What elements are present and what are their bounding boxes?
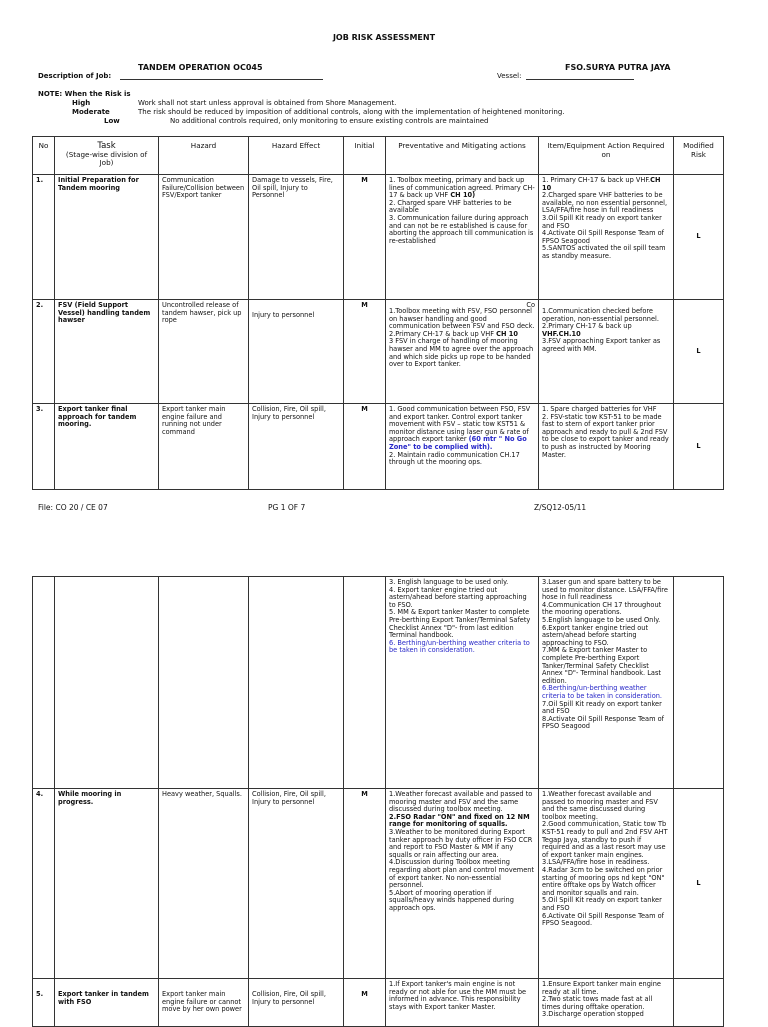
action-item: 6.Activate Oil Spill Response Team of FPSO Seagood. — [542, 911, 664, 928]
initial-risk: M — [344, 979, 386, 1027]
effect-cell: Damage to vessels, Fire, Oil spill, Injury to Personnel — [249, 175, 344, 300]
col-header-mitigation: Preventative and Mitigating actions — [386, 137, 539, 175]
risk-table-page1 — [32, 136, 724, 490]
note-heading: NOTE: When the Risk is — [38, 90, 131, 98]
action-item: 2.Good communication, Static tow Tb KST-51 ready to pull and 2nd FSV AHT Tegap Jaya, standby to push if required and as a last resort may use of export tanker main engines. — [542, 820, 668, 859]
task-cell: Export tanker final approach for tandem mooring. — [55, 404, 159, 490]
table-row — [33, 979, 724, 1027]
mitigation-item: 2.FSO Radar "ON" and fixed on 12 NM range for monitoring of squalls. — [389, 812, 530, 829]
note-level-moderate: Moderate — [72, 108, 110, 116]
action-cell — [539, 789, 674, 979]
mitigation-item: 1.Toolbox meeting with FSV, FSO personnel on hawser handling and good communication between FSV and FSO deck. — [389, 307, 535, 331]
action-item: 6.Berthing/un-berthing weather criteria to be taken in consideration. — [542, 684, 663, 700]
description-label: Description of Job: — [38, 72, 112, 80]
effect-cell: Injury to personnel — [249, 300, 344, 404]
mitigation-item: 3.Weather to be monitored during Export tanker approach by duty officer in FSO CCR and report to FSO Master & MM if any squalls or rain affecting our area. — [389, 827, 533, 859]
mitigation-item: 6. Berthing/un-berthing weather criteria to be taken in consideration. — [389, 638, 530, 655]
table-row-continuation — [33, 577, 724, 789]
action-item: 3.FSV approaching Export tanker as agreed with MM. — [542, 337, 661, 353]
hazard-cell: Export tanker main engine failure and running not under command — [159, 404, 249, 490]
document-title: JOB RISK ASSESSMENT — [332, 33, 436, 42]
action-item: 1. Primary CH-17 & back up VHF.CH 10 — [542, 176, 661, 192]
row-number: 3. — [33, 404, 55, 490]
mitigation-cell — [386, 300, 539, 404]
initial-risk: M — [344, 300, 386, 404]
empty-cell — [344, 577, 386, 789]
footer-ref: Z/SQ12-05/11 — [534, 503, 587, 512]
col-header-modified: Modified Risk — [674, 137, 724, 175]
action-item: 5.English language to be used Only. — [542, 615, 661, 624]
action-item: 2.Two static tows made fast at all times during offtake operation. — [542, 995, 653, 1011]
modified-risk: L — [674, 789, 724, 979]
vessel-field[interactable] — [526, 79, 634, 80]
note-text-moderate: The risk should be reduced by imposition of additional controls, along with the implementation of heightened monitoring. — [138, 108, 565, 116]
mitigation-cell — [386, 404, 539, 490]
action-item: 3.Laser gun and spare battery to be used to monitor distance. LSA/FFA/fire hose in full readiness 4.Communication CH 17 throughout the mooring operations. — [542, 578, 668, 617]
row-number: 2. — [33, 300, 55, 404]
col-header-effect: Hazard Effect — [249, 137, 344, 175]
table-row — [33, 175, 724, 300]
mitigation-item: 1.If Export tanker's main engine is not ready or not able for use the MM must be informed in advance. This responsibility stays with Export tanker Master. — [389, 980, 527, 1011]
row-number: 4. — [33, 789, 55, 979]
action-cell — [539, 175, 674, 300]
initial-risk: M — [344, 789, 386, 979]
initial-risk: M — [344, 175, 386, 300]
mitigation-item: 3. English language to be used only. — [389, 578, 509, 586]
table-header-row — [33, 137, 724, 175]
mitigation-item: 1. Good communication between FSO, FSV and export tanker. Control export tanker movement with FSV – static tow KST51 & monitor distance using laser gun & rate of approach export tanker (60 mtr " No Go Zone" to be complied with). — [389, 405, 531, 451]
col-header-task — [55, 137, 159, 175]
mitigation-item: 1. Toolbox meeting, primary and back up lines of communication agreed. Primary CH-17 & back up VHF CH 10) — [389, 176, 535, 200]
action-item: 2.Charged spare VHF batteries to be available, no non essential personnel, LSA/FFA/fire hose in full readiness — [542, 191, 668, 215]
action-item: 4.Radar 3cm to be switched on prior starting of mooring ops nd kept "ON" entire offtake ops by Watch officer and monitor squalls and rain. — [542, 865, 665, 897]
action-item: 2.Primary CH-17 & back up VHF.CH.10 — [542, 322, 632, 338]
effect-cell: Collision, Fire, Oil spill, Injury to personnel — [249, 404, 344, 490]
note-text-low: No additional controls required, only monitoring to ensure existing controls are maintained — [170, 117, 489, 125]
task-cell: FSV (Field Support Vessel) handling tandem hawser — [55, 300, 159, 404]
mitigation-item: 4.Discussion during Toolbox meeting regarding abort plan and control movement of export tanker. No non-essential personnel. — [389, 858, 535, 890]
risk-table-page2 — [32, 576, 724, 1027]
note-level-high: High — [72, 99, 91, 107]
mitigation-item: 4. Export tanker engine tried out astern/ahead before starting approaching to FSO. — [389, 585, 527, 609]
action-item: 7.Oil Spill Kit ready on export tanker and FSO — [542, 699, 662, 716]
vessel-label: Vessel: — [497, 72, 522, 80]
action-item: 1.Weather forecast available and passed to mooring master and FSV and the same discussed during toolbox meeting. — [542, 790, 658, 821]
mitigation-cell — [386, 789, 539, 979]
task-cell: While mooring in progress. — [55, 789, 159, 979]
col-header-initial: Initial — [344, 137, 386, 175]
col-header-task-title: Task — [97, 141, 116, 151]
action-item: 3.Oil Spill Kit ready on export tanker and FSO — [542, 213, 662, 230]
mitigation-item: 1.Weather forecast available and passed to mooring master and FSV and the same discussed during toolbox meeting. — [389, 790, 533, 814]
mitigation-item: 2. Maintain radio communication CH.17 through ut the mooring ops. — [389, 450, 520, 467]
initial-risk: M — [344, 404, 386, 490]
footer-file: File: CO 20 / CE 07 — [38, 503, 108, 512]
mitigation-item: 2.Primary CH-17 & back up VHF CH 10 — [389, 329, 518, 338]
mitigation-item: 2. Charged spare VHF batteries to be available — [389, 198, 512, 215]
action-item: 8.Activate Oil Spill Response Team of FPSO Seagood — [542, 714, 664, 731]
modified-risk: L — [674, 175, 724, 300]
empty-cell — [249, 577, 344, 789]
mitigation-item: 5.Abort of mooring operation if squalls/heavy winds happened during approach ops. — [389, 888, 514, 912]
action-item: 3.LSA/FFA/fire hose in readiness. — [542, 858, 650, 867]
hazard-cell: Heavy weather, Squalls. — [159, 789, 249, 979]
col-header-task-sub: (Stage-wise division of Job) — [65, 149, 148, 167]
action-cell — [539, 404, 674, 490]
action-item: 7.MM & Export tanker Master to complete Pre-berthing Export Tanker/Terminal Safety Checklist Annex "D"- Terminal handbook. Last edition. — [542, 646, 661, 685]
modified-risk — [674, 979, 724, 1027]
modified-risk: L — [674, 404, 724, 490]
empty-cell — [55, 577, 159, 789]
action-item: 5.Oil Spill Kit ready on export tanker and FSO — [542, 896, 662, 912]
col-header-hazard: Hazard — [159, 137, 249, 175]
hazard-cell: Uncontrolled release of tandem hawser, pick up rope — [159, 300, 249, 404]
mitigation-cell — [386, 577, 539, 789]
action-item: 3.Discharge operation stopped — [542, 1010, 644, 1019]
task-cell: Initial Preparation for Tandem mooring — [55, 175, 159, 300]
action-cell — [539, 979, 674, 1027]
empty-cell — [159, 577, 249, 789]
mitigation-cell — [386, 175, 539, 300]
modified-risk: L — [674, 300, 724, 404]
task-cell: Export tanker in tandem with FSO — [55, 979, 159, 1027]
note-level-low: Low — [104, 117, 120, 125]
action-cell — [539, 300, 674, 404]
table-row — [33, 789, 724, 979]
col-header-no: No — [33, 137, 55, 175]
action-item: 1.Communication checked before operation, non-essential personnel. — [542, 307, 659, 323]
action-item: 1. Spare charged batteries for VHF — [542, 405, 657, 413]
hazard-cell: Communication Failure/Collision between FSV/Export tanker — [159, 175, 249, 300]
effect-cell: Collision, Fire, Oil spill, Injury to personnel — [249, 789, 344, 979]
row-number: 5. — [33, 979, 55, 1027]
action-item: 4.Activate Oil Spill Response Team of FPSO Seagood — [542, 229, 664, 245]
note-text-high: Work shall not start unless approval is obtained from Shore Management. — [138, 99, 397, 107]
mitigation-cont-marker: Co — [526, 301, 535, 309]
row-number: 1. — [33, 175, 55, 300]
table-row — [33, 404, 724, 490]
mitigation-item: 5. MM & Export tanker Master to complete Pre-berthing Export Tanker/Terminal Safety Checklist Annex "D"- from last edition Terminal handbook. — [389, 608, 531, 640]
description-field[interactable] — [120, 79, 323, 80]
action-item: 6.Export tanker engine tried out astern/ahead before starting approaching to FSO. — [542, 623, 649, 647]
action-item: 2. FSV-static tow KST-51 to be made fast to stern of export tanker prior approach and ready to pull & 2nd FSV to be close to export tanker and ready to push as instructed by Mooring Master. — [542, 412, 669, 459]
col-header-action: Item/Equipment Action Required on — [539, 137, 674, 175]
footer-page: PG 1 OF 7 — [268, 503, 306, 512]
action-item: 5.SANTOS activated the oil spill team as standby measure. — [542, 244, 666, 260]
effect-cell: Collision, Fire, Oil spill, Injury to personnel — [249, 979, 344, 1027]
action-cell — [539, 577, 674, 789]
mitigation-item: 3. Communication failure during approach and can not be re established is cause for aborting the approach till communication is re-established — [389, 213, 534, 245]
mitigation-cell — [386, 979, 539, 1027]
hazard-cell: Export tanker main engine failure or cannot move by her own power — [159, 979, 249, 1027]
vessel-name: FSO.SURYA PUTRA JAYA — [565, 63, 671, 72]
table-row — [33, 300, 724, 404]
empty-cell — [674, 577, 724, 789]
action-item: 1.Ensure Export tanker main engine ready at all time. — [542, 980, 661, 996]
operation-name: TANDEM OPERATION OC045 — [138, 63, 263, 72]
mitigation-item: 3 FSV in charge of handling of mooring hawser and MM to agree over the approach and which side picks up rope to be handed over to Export tanker. — [389, 337, 534, 369]
empty-cell — [33, 577, 55, 789]
